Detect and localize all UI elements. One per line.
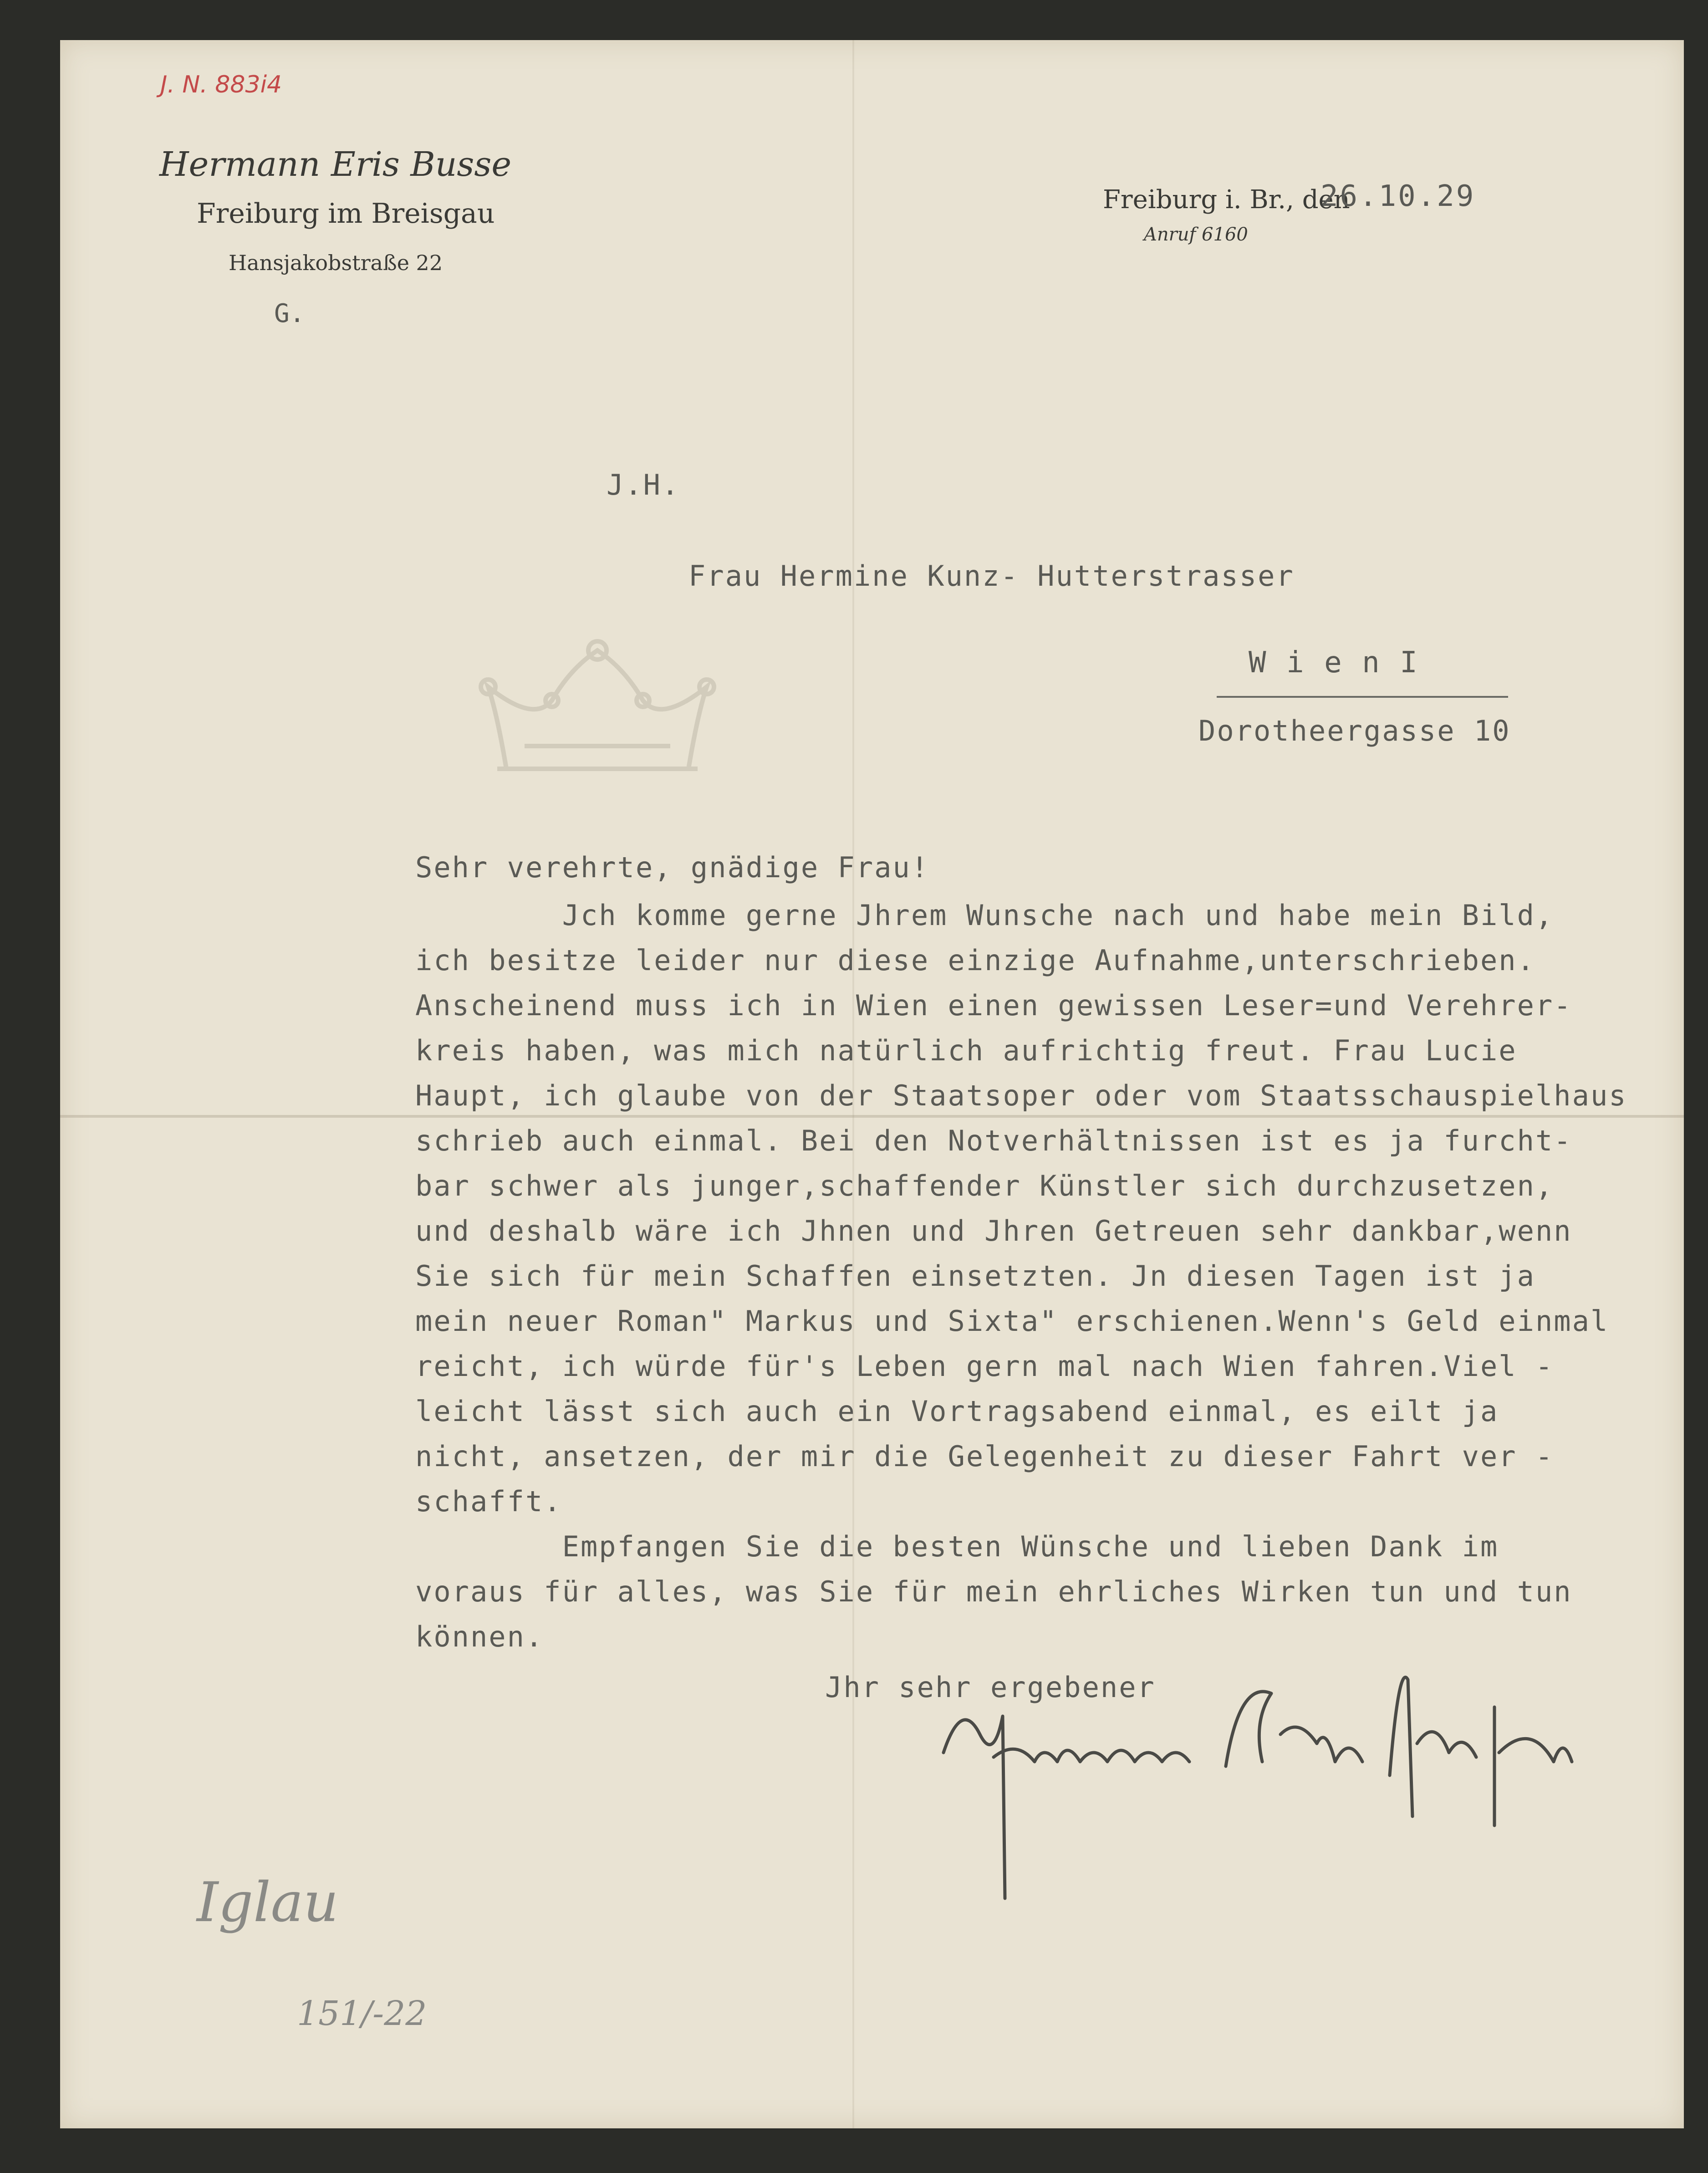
signature [925, 1625, 1590, 1917]
body-line: Sie sich für mein Schaffen einsetzten. Jn diesen Tagen ist ja [415, 1259, 1535, 1293]
letterhead-name: Hermann Eris Busse [159, 145, 512, 184]
recipient-prefix: J.H. [607, 468, 680, 501]
body-line: Empfangen Sie die besten Wünsche und lieben Dank im [415, 1530, 1499, 1563]
body-line: leicht lässt sich auch ein Vortragsabend einmal, es eilt ja [415, 1395, 1499, 1428]
body-line: Haupt, ich glaube von der Staatsoper oder vom Staatsschauspielhaus [415, 1079, 1627, 1112]
letterhead-street: Hansjakobstraße 22 [229, 251, 443, 275]
body-line: Jch komme gerne Jhrem Wunsche nach und habe mein Bild, [415, 899, 1554, 932]
salutation: Sehr verehrte, gnädige Frau! [415, 851, 930, 884]
body-line: kreis haben, was mich natürlich aufrichtig freut. Frau Lucie [415, 1034, 1517, 1067]
dateline-phone: Anruf 6160 [1144, 224, 1248, 245]
letter-sheet [60, 40, 1684, 2128]
closing: Jhr sehr ergebener [825, 1671, 1156, 1704]
body-line: schafft. [415, 1485, 562, 1518]
dateline-place: Freiburg i. Br., den [1103, 185, 1350, 215]
body-line: reicht, ich würde für's Leben gern mal nach Wien fahren.Viel - [415, 1350, 1554, 1383]
recipient-city: W i e n I [1249, 646, 1419, 680]
body-line: und deshalb wäre ich Jhnen und Jhren Getreuen sehr dankbar,wenn [415, 1214, 1572, 1248]
body-line: nicht, ansetzen, der mir die Gelegenheit zu dieser Fahrt ver - [415, 1440, 1554, 1473]
fold-line-horizontal [60, 1115, 1684, 1118]
body-line: bar schwer als junger,schaffender Künstler sich durchzusetzen, [415, 1169, 1554, 1202]
dateline-date: 26.10.29 [1321, 179, 1476, 213]
body-line: ich besitze leider nur diese einzige Aufnahme,unterschrieben. [415, 944, 1535, 977]
body-line: voraus für alles, was Sie für mein ehrliches Wirken tun und tun [415, 1575, 1572, 1608]
body-line: können. [415, 1620, 544, 1653]
recipient-street: Dorotheergasse 10 [1198, 714, 1511, 747]
body-line: mein neuer Roman" Markus und Sixta" erschienen.Wenn's Geld einmal [415, 1304, 1609, 1338]
letterhead-mark: G. [274, 299, 305, 328]
pencil-number: 151/-22 [297, 1994, 427, 2033]
pencil-note: Iglau [197, 1871, 339, 1934]
recipient-city-underline [1217, 696, 1508, 698]
body-line: schrieb auch einmal. Bei den Notverhältnissen ist es ja furcht- [415, 1124, 1572, 1157]
letterhead-city: Freiburg im Breisgau [197, 198, 495, 230]
inventory-number: J. N. 883i4 [160, 71, 282, 98]
crown-watermark [470, 632, 725, 796]
body-line: Anscheinend muss ich in Wien einen gewissen Leser=und Verehrer- [415, 989, 1572, 1022]
recipient-name: Frau Hermine Kunz- Hutterstrasser [688, 559, 1295, 593]
